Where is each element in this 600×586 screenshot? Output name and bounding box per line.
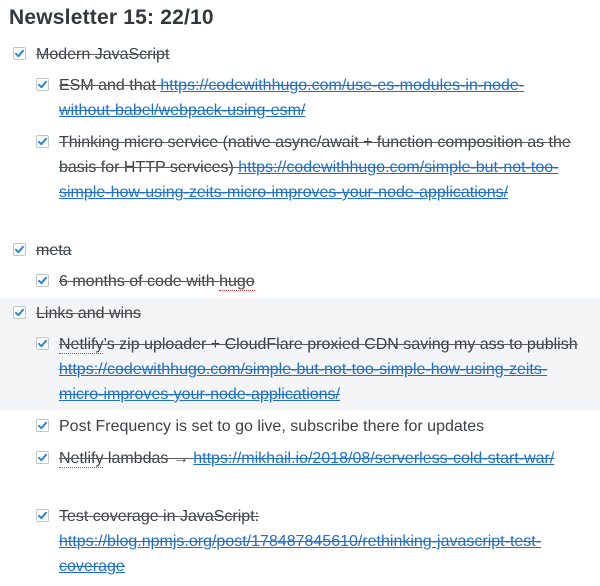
checkmark-icon bbox=[37, 275, 48, 286]
item-text[interactable]: Thinking micro service (native async/await + function composition as the basis for HTTP services) https://codewithhugo.com/simple-but-not-too-simple-how-using-zeits-micro-improves-your-node-applications/ bbox=[59, 134, 571, 201]
item-text[interactable]: Netlify’s zip uploader + CloudFlare proxied CDN saving my ass to publish https://codewithhugo.com/simple-but-not-too-simple-how-using-zeits-micro-improves-your-node-applications/ bbox=[59, 336, 578, 403]
item-text[interactable]: 6 months of code with hugo bbox=[59, 273, 255, 290]
checkmark-icon bbox=[37, 452, 48, 463]
checkmark-icon bbox=[14, 307, 25, 318]
item-link[interactable]: https://codewithhugo.com/use-es-modules-in-node-without-babel/webpack-using-esm/ bbox=[59, 77, 525, 119]
item-link[interactable]: https://codewithhugo.com/simple-but-not-too-simple-how-using-zeits-micro-improves-your-node-applications/ bbox=[59, 159, 559, 201]
item-text[interactable]: Links and wins bbox=[36, 305, 141, 322]
spellcheck-word: Netlify bbox=[59, 336, 104, 353]
list-item[interactable] bbox=[13, 42, 593, 67]
page-title: Newsletter 15: 22/10 bbox=[9, 6, 214, 29]
list-item[interactable] bbox=[36, 446, 586, 471]
checkbox[interactable] bbox=[36, 337, 49, 350]
checkmark-icon bbox=[37, 510, 48, 521]
list-item[interactable] bbox=[36, 332, 591, 407]
spellcheck-word: hugo bbox=[219, 273, 255, 290]
item-text[interactable]: Modern JavaScript bbox=[36, 46, 170, 63]
checkbox[interactable] bbox=[13, 306, 26, 319]
list-item[interactable] bbox=[36, 130, 586, 205]
checkbox[interactable] bbox=[36, 135, 49, 148]
list-item[interactable] bbox=[13, 301, 593, 326]
spellcheck-word: Netlify bbox=[59, 450, 104, 467]
checkbox[interactable] bbox=[13, 243, 26, 256]
list-item[interactable] bbox=[36, 414, 591, 439]
item-text[interactable]: Test coverage in JavaScript: https://blog.npmjs.org/post/178487845610/rethinking-javascript-test-coverage bbox=[59, 508, 542, 575]
checkmark-icon bbox=[37, 420, 48, 431]
item-text[interactable]: ESM and that https://codewithhugo.com/use-es-modules-in-node-without-babel/webpack-using-esm/ bbox=[59, 77, 525, 119]
item-text[interactable]: Netlify lambdas → https://mikhail.io/2018/08/serverless-cold-start-war/ bbox=[59, 450, 555, 467]
checkbox[interactable] bbox=[36, 78, 49, 91]
checkbox[interactable] bbox=[36, 274, 49, 287]
checkbox[interactable] bbox=[36, 419, 49, 432]
checkbox[interactable] bbox=[36, 451, 49, 464]
checkmark-icon bbox=[37, 136, 48, 147]
checkbox[interactable] bbox=[36, 509, 49, 522]
checkmark-icon bbox=[14, 244, 25, 255]
list-item[interactable] bbox=[13, 238, 593, 263]
item-text[interactable]: Post Frequency is set to go live, subscribe there for updates bbox=[59, 418, 485, 435]
item-text[interactable]: meta bbox=[36, 242, 72, 259]
item-link[interactable]: https://mikhail.io/2018/08/serverless-cold-start-war/ bbox=[193, 450, 555, 467]
list-item[interactable] bbox=[36, 504, 591, 579]
checkmark-icon bbox=[14, 48, 25, 59]
item-link[interactable]: https://codewithhugo.com/simple-but-not-too-simple-how-using-zeits-micro-improves-your-node-applications/ bbox=[59, 361, 548, 403]
list-item[interactable] bbox=[36, 269, 576, 294]
checkmark-icon bbox=[37, 79, 48, 90]
item-link[interactable]: https://blog.npmjs.org/post/178487845610/rethinking-javascript-test-coverage bbox=[59, 533, 542, 575]
checkbox[interactable] bbox=[13, 47, 26, 60]
checkmark-icon bbox=[37, 338, 48, 349]
list-item[interactable] bbox=[36, 73, 576, 123]
